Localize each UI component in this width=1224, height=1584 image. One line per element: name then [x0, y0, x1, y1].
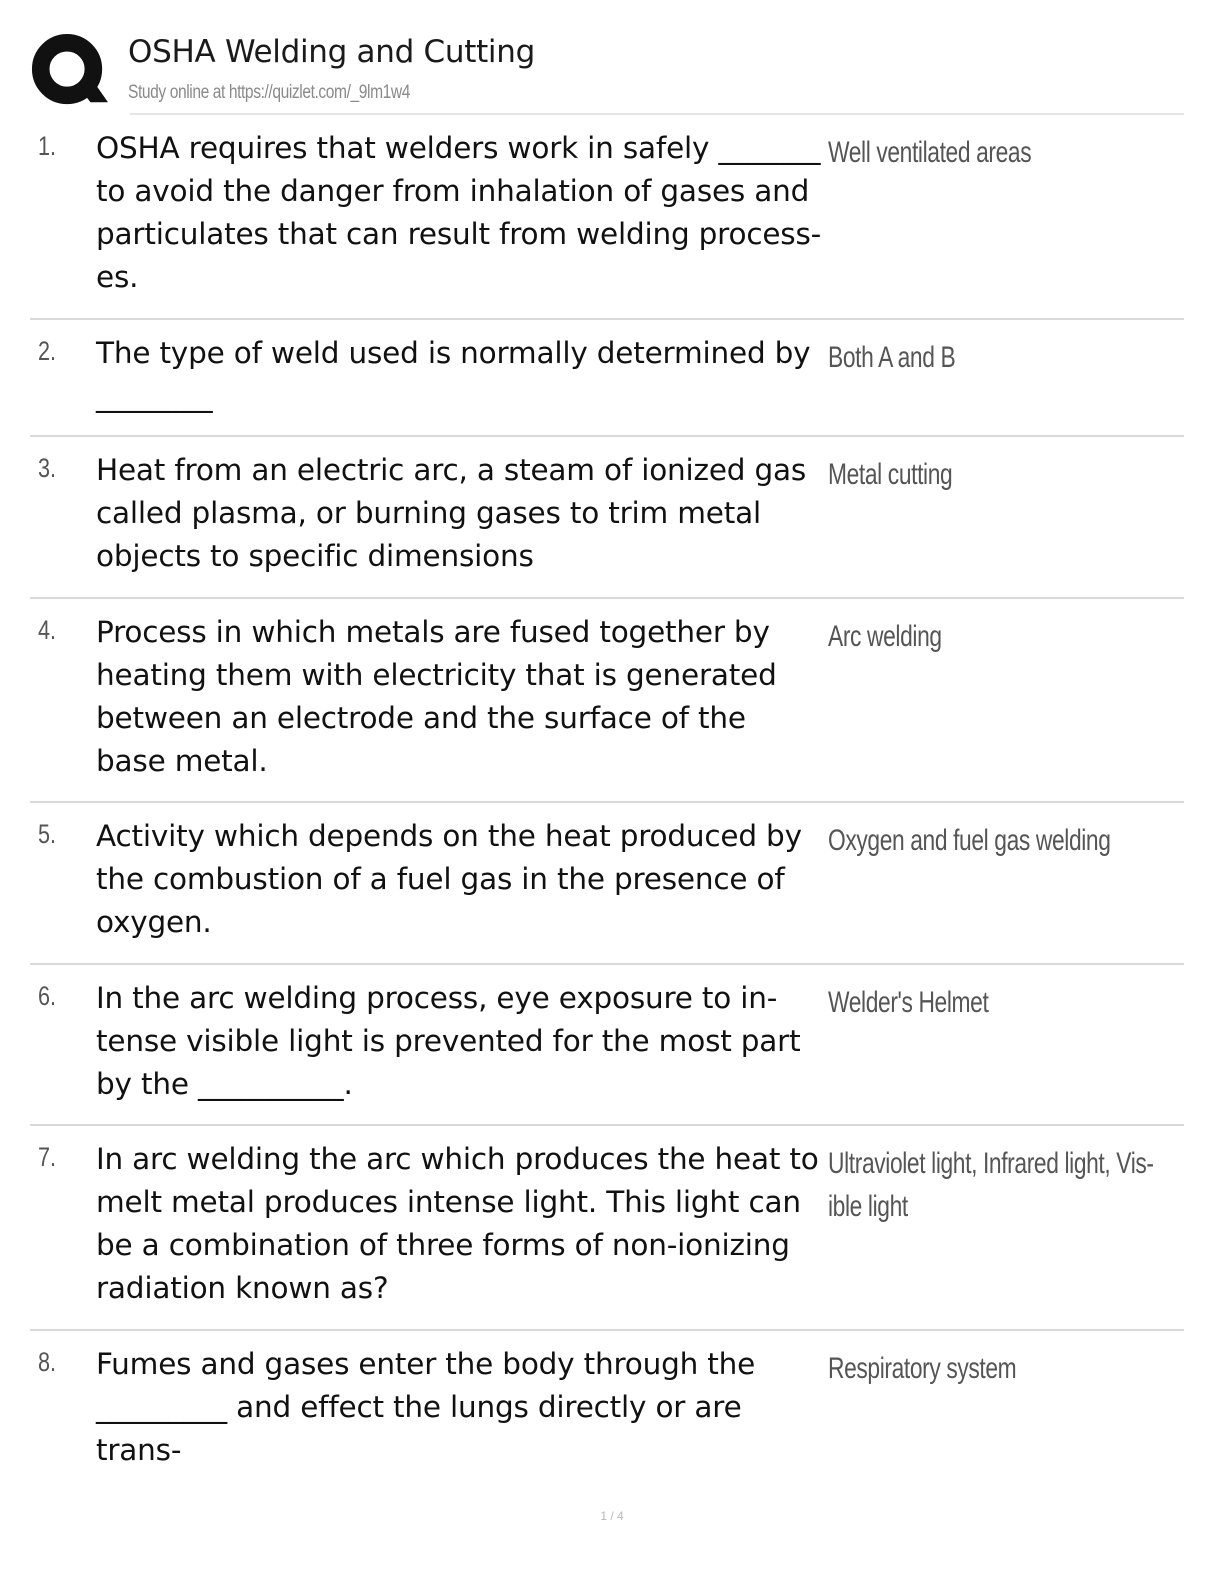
card-term: In arc welding the arc which produces the heat to melt metal produces intense light. This light can be a combination of three forms of non-ionizing radiation known as?	[96, 1142, 819, 1305]
quizlet-logo-icon	[30, 32, 108, 110]
card-term: In the arc welding process, eye exposure to in- tense visible light is prevented for the most part by the __________.	[96, 981, 801, 1101]
card-term: OSHA requires that welders work in safely _______ to avoid the danger from inhalation of gases and particulates that can result from welding process- es.	[96, 131, 822, 294]
card-definition: Both A and B	[828, 341, 956, 374]
card-number: 3.	[38, 453, 57, 483]
flashcard-list	[30, 115, 1184, 1467]
card-number: 2.	[38, 336, 57, 366]
card-term: Heat from an electric arc, a steam of ionized gas called plasma, or burning gases to trim metal objects to specific dimensions	[96, 453, 807, 573]
flashcard-row	[30, 115, 1184, 320]
card-term: The type of weld used is normally determined by ________	[96, 336, 811, 413]
card-term: Activity which depends on the heat produced by the combustion of a fuel gas in the presence of oxygen.	[96, 819, 802, 939]
card-definition: Respiratory system	[828, 1352, 1017, 1385]
card-definition: Ultraviolet light, Infrared light, Vis- ible light	[828, 1147, 1154, 1223]
card-definition: Well ventilated areas	[828, 136, 1032, 169]
flashcard-row	[30, 1126, 1184, 1331]
flashcard-row	[30, 437, 1184, 599]
card-definition: Arc welding	[828, 620, 942, 653]
flashcard-row	[30, 803, 1184, 965]
card-number: 1.	[38, 131, 57, 161]
flashcard-row	[30, 1331, 1184, 1467]
page-number: 1 / 4	[600, 1509, 624, 1523]
card-definition: Metal cutting	[828, 458, 953, 491]
card-number: 5.	[38, 819, 57, 849]
flashcard-row	[30, 320, 1184, 437]
document-header	[30, 28, 1184, 114]
flashcard-row	[30, 599, 1184, 803]
flashcard-row	[30, 965, 1184, 1126]
card-number: 6.	[38, 981, 57, 1011]
card-number: 7.	[38, 1142, 57, 1172]
card-definition: Oxygen and fuel gas welding	[828, 824, 1111, 857]
card-number: 8.	[38, 1347, 57, 1377]
study-online-link[interactable]: Study online at https://quizlet.com/_9lm1w4	[128, 82, 411, 103]
card-definition: Welder's Helmet	[828, 986, 989, 1019]
document-title: OSHA Welding and Cutting	[128, 34, 535, 70]
card-term: Process in which metals are fused together by heating them with electricity that is generated between an electrode and the surface of the base metal.	[96, 615, 777, 778]
card-number: 4.	[38, 615, 57, 645]
card-term: Fumes and gases enter the body through the _________ and effect the lungs directly or are trans-	[96, 1347, 756, 1467]
